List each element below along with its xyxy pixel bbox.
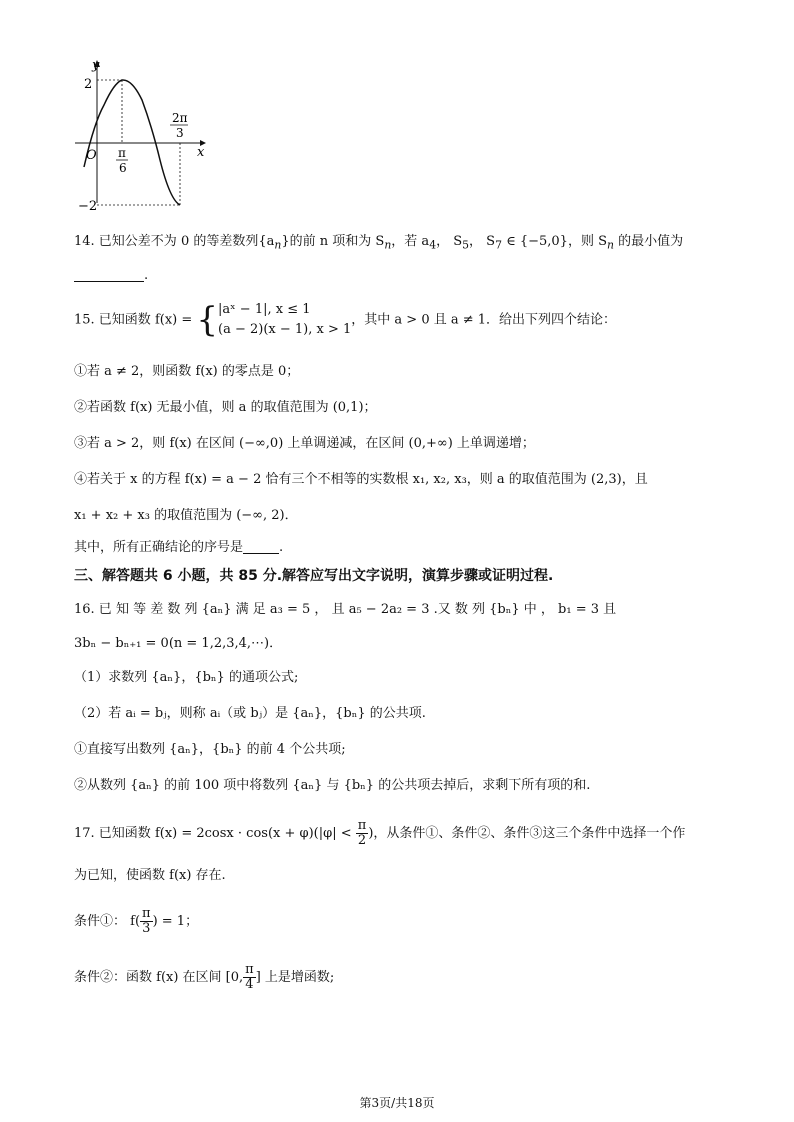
q15-conclusion-1: ①若 a ≠ 2，则函数 f(x) 的零点是 0； bbox=[74, 364, 300, 379]
q15-question: 其中，所有正确结论的序号是 . bbox=[74, 540, 284, 555]
q15-conclusion-4a: ④若关于 x 的方程 f(x) = a − 2 恰有三个不相等的实数根 x₁, x₂, x₃，则 a 的取值范围为 (2,3)，且 bbox=[74, 472, 648, 487]
x1-num: π bbox=[118, 146, 126, 160]
q17-condition-1: 条件①： f( $\frac{\pi}{3}$ ) = 1； bbox=[74, 906, 199, 936]
q17-line2: 为已知，使函数 f(x) 存在. bbox=[74, 868, 226, 883]
y-max-label: 2 bbox=[84, 77, 93, 92]
q16-line2: 3bₙ − bₙ₊₁ = 0(n = 1,2,3,4,⋯)． bbox=[74, 636, 283, 651]
q16-line1: 16. 已 知 等 差 数 列 {aₙ} 满 足 a₃ = 5 ， 且 a₅ − 2a₂ = 3 .又 数 列 {bₙ} 中 ， b₁ = 3 且 bbox=[74, 602, 617, 617]
q15-function-def: 15. 已知函数 f(x) = { |aˣ − 1|, x ≤ 1 (a − 2)(x − 1), x > 1 ，其中 a > 0 且 a ≠ 1．给出下列四个结论： bbox=[74, 300, 617, 340]
q15-answer-blank[interactable] bbox=[243, 539, 279, 554]
q14-answer-blank[interactable]: . bbox=[74, 266, 148, 286]
page-footer: 第3页/共18页 bbox=[359, 1096, 435, 1110]
q16-part2: （2）若 aᵢ = bⱼ，则称 aᵢ（或 bⱼ）是 {aₙ}，{bₙ} 的公共项. bbox=[74, 706, 426, 721]
section-3-heading: 三、解答题共 6 小题，共 85 分.解答应写出文字说明，演算步骤或证明过程. bbox=[74, 568, 554, 584]
x2-num: 2π bbox=[172, 111, 188, 125]
q17-condition-2: 条件②：函数 f(x) 在区间 [0, $\frac{\pi}{4}$ ] 上是增函数; bbox=[74, 962, 335, 992]
x1-den: 6 bbox=[119, 161, 127, 175]
q15-conclusion-3: ③若 a > 2，则 f(x) 在区间 (−∞,0) 上单调递减，在区间 (0,+∞) 上单调递增； bbox=[74, 436, 535, 451]
q16-part2-b: ②从数列 {aₙ} 的前 100 项中将数列 {aₙ} 与 {bₙ} 的公共项去掉后，求剩下所有项的和. bbox=[74, 778, 591, 793]
sine-curve bbox=[84, 80, 180, 205]
origin-label: O bbox=[86, 148, 97, 163]
q15-conclusion-4b: x₁ + x₂ + x₃ 的取值范围为 (−∞, 2)． bbox=[74, 508, 298, 523]
q14-line1: 14. 已知公差不为 0 的等差数列$\{a_n\}$的前 n 项和为 $S_n$，若 $a_4$， $S_5$， $S_7$ ∈ {−5,0}，则 $S_n$ 的最小值为 bbox=[74, 234, 684, 252]
x2-den: 3 bbox=[176, 126, 184, 140]
y-axis-label: y bbox=[92, 58, 100, 73]
q17-line1: 17. 已知函数 f(x) = 2cosx · cos(x + φ)(|φ| < $\frac{\pi}{2}$ )，从条件①、条件②、条件③这三个条件中选择一个作 bbox=[74, 818, 686, 848]
y-min-label: −2 bbox=[78, 199, 98, 214]
q15-conclusion-2: ②若函数 f(x) 无最小值，则 a 的取值范围为 (0,1)； bbox=[74, 400, 377, 415]
q16-part2-a: ①直接写出数列 {aₙ}，{bₙ} 的前 4 个公共项; bbox=[74, 742, 346, 757]
x-axis-label: x bbox=[197, 145, 205, 160]
sine-graph bbox=[70, 55, 210, 215]
q16-part1: （1）求数列 {aₙ}，{bₙ} 的通项公式; bbox=[74, 670, 299, 685]
